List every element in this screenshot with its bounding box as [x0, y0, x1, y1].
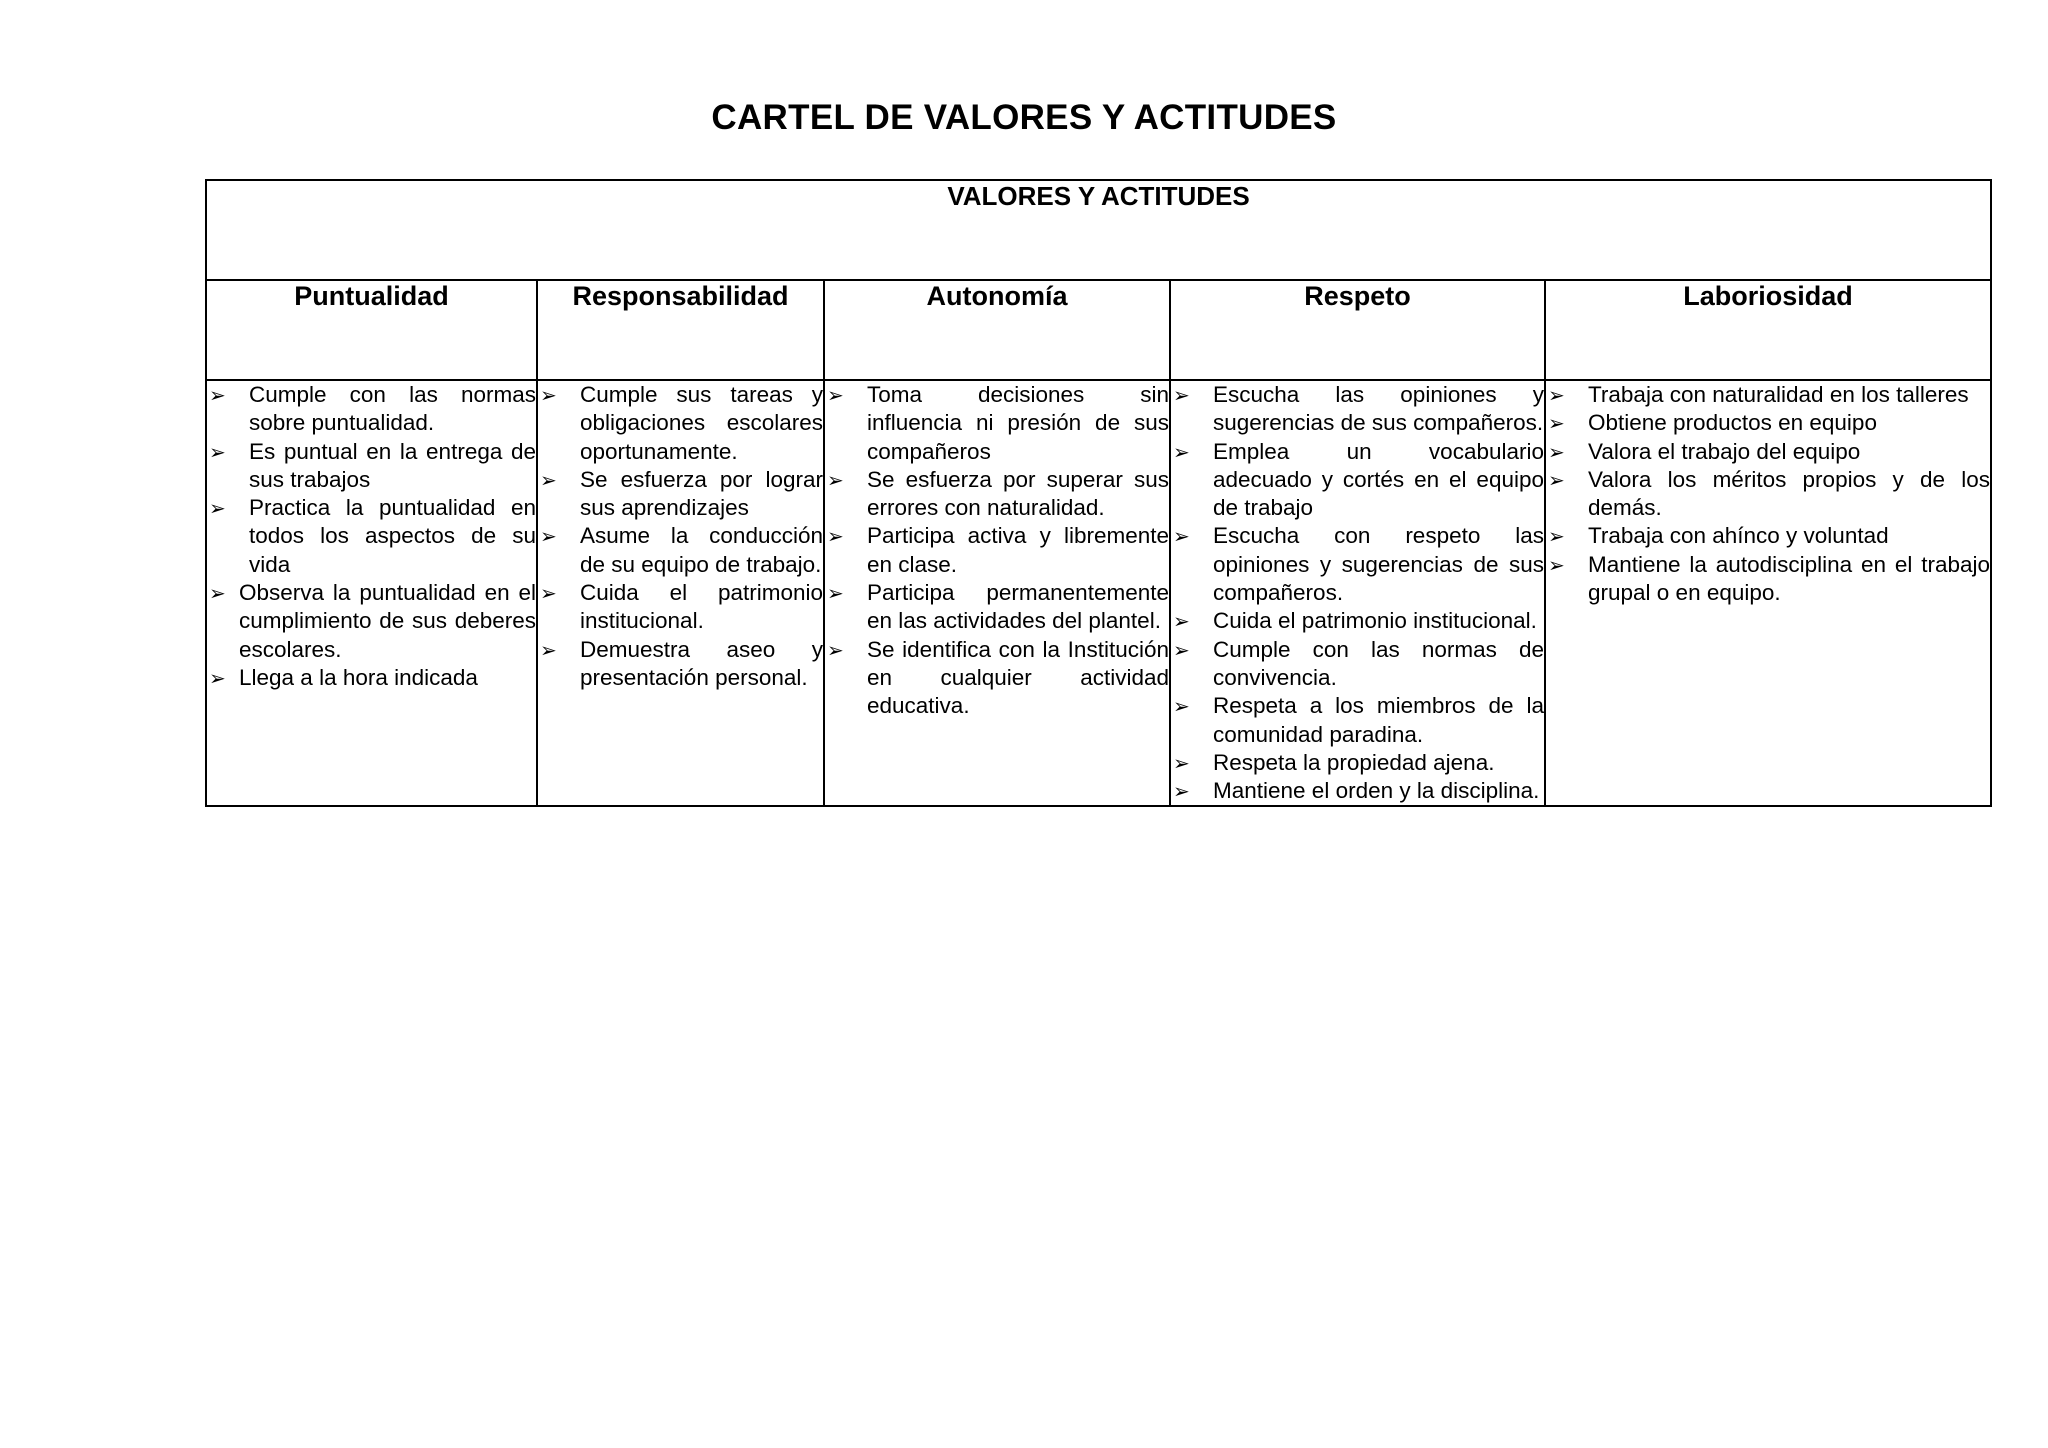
list-item — [1171, 381, 1544, 438]
list-item — [825, 636, 1169, 721]
arrowhead-bullet-icon: ➢ — [827, 524, 844, 549]
list-item — [207, 494, 536, 579]
bullet-list — [538, 381, 823, 692]
list-item-text: Obtiene productos en equipo — [1588, 410, 1877, 436]
column-cell-responsabilidad — [537, 380, 824, 806]
arrowhead-bullet-icon: ➢ — [1173, 694, 1190, 719]
list-item — [207, 579, 536, 664]
list-item-text: Valora el trabajo del equipo — [1588, 438, 1861, 464]
column-cell-respeto — [1170, 380, 1545, 806]
arrowhead-bullet-icon: ➢ — [1548, 383, 1565, 407]
list-item — [825, 522, 1169, 579]
list-item-text: Observa la puntualidad en el cumplimiento de sus deberes escolares. — [239, 580, 536, 662]
document-title: CARTEL DE VALORES Y ACTITUDES — [711, 98, 1337, 137]
list-item — [538, 522, 823, 579]
arrowhead-bullet-icon: ➢ — [1173, 637, 1190, 662]
column-cell-autonomia — [824, 380, 1170, 806]
list-item — [207, 664, 536, 692]
list-item — [1171, 438, 1544, 523]
list-item-text: Cumple con las normas de convivencia. — [1213, 636, 1544, 690]
list-item — [1171, 522, 1544, 607]
arrowhead-bullet-icon: ➢ — [209, 439, 226, 464]
arrowhead-bullet-icon: ➢ — [1173, 609, 1190, 634]
table-main-header: VALORES Y ACTITUDES — [206, 180, 1991, 280]
arrowhead-bullet-icon: ➢ — [1548, 411, 1565, 436]
arrowhead-bullet-icon: ➢ — [540, 383, 557, 407]
list-item-text: Se identifica con la Institución en cualquier actividad educativa. — [867, 636, 1169, 719]
list-item-text: Cuida el patrimonio institucional. — [580, 580, 823, 634]
list-item-text: Escucha las opiniones y sugerencias de sus compañeros. — [1213, 382, 1544, 436]
list-item — [1546, 551, 1990, 608]
list-item — [1171, 749, 1544, 777]
list-item — [825, 381, 1169, 466]
list-item-text: Llega a la hora indicada — [239, 664, 478, 690]
arrowhead-bullet-icon: ➢ — [209, 581, 226, 606]
list-item-text: Participa permanentemente en las actividades del plantel. — [867, 580, 1169, 634]
list-item-text: Respeta la propiedad ajena. — [1213, 749, 1495, 775]
list-item-text: Demuestra aseo y presentación personal. — [580, 636, 823, 690]
list-item — [1171, 777, 1544, 805]
arrowhead-bullet-icon: ➢ — [827, 467, 844, 492]
list-item — [1546, 409, 1990, 437]
list-item-text: Trabaja con naturalidad en los talleres — [1588, 382, 1969, 407]
list-item — [1546, 466, 1990, 523]
arrowhead-bullet-icon: ➢ — [827, 383, 844, 407]
list-item — [538, 466, 823, 523]
list-item — [538, 381, 823, 466]
arrowhead-bullet-icon: ➢ — [1173, 439, 1190, 464]
column-cell-puntualidad — [206, 380, 537, 806]
arrowhead-bullet-icon: ➢ — [1548, 552, 1565, 577]
list-item — [1171, 692, 1544, 749]
arrowhead-bullet-icon: ➢ — [1173, 779, 1190, 804]
column-cell-laboriosidad — [1545, 380, 1991, 806]
arrowhead-bullet-icon: ➢ — [209, 383, 226, 407]
column-header-responsabilidad: Responsabilidad — [537, 280, 824, 380]
list-item-text: Practica la puntualidad en todos los aspectos de su vida — [249, 495, 536, 577]
list-item — [207, 381, 536, 438]
table-header-row — [206, 180, 1991, 280]
arrowhead-bullet-icon: ➢ — [827, 637, 844, 662]
column-header-row — [206, 280, 1991, 380]
list-item — [207, 438, 536, 495]
list-item-text: Asume la conducción de su equipo de trabajo. — [580, 523, 823, 577]
list-item — [825, 466, 1169, 523]
column-header-respeto: Respeto — [1170, 280, 1545, 380]
arrowhead-bullet-icon: ➢ — [1173, 383, 1190, 407]
list-item — [538, 579, 823, 636]
list-item-text: Mantiene la autodisciplina en el trabajo grupal o en equipo. — [1588, 551, 1991, 606]
arrowhead-bullet-icon: ➢ — [540, 637, 557, 662]
bullet-list — [1546, 381, 1990, 607]
list-item — [825, 579, 1169, 636]
bullet-list — [1171, 381, 1544, 805]
arrowhead-bullet-icon: ➢ — [209, 496, 226, 521]
list-item-text: Se esfuerza por superar sus errores con naturalidad. — [867, 466, 1169, 521]
arrowhead-bullet-icon: ➢ — [209, 665, 226, 690]
list-item — [1546, 381, 1990, 409]
arrowhead-bullet-icon: ➢ — [1548, 439, 1565, 464]
list-item-text: Valora los méritos propios y de los demás. — [1588, 466, 1991, 521]
list-item — [1171, 636, 1544, 693]
list-item-text: Emplea un vocabulario adecuado y cortés en el equipo de trabajo — [1213, 438, 1544, 521]
list-item — [1171, 607, 1544, 635]
arrowhead-bullet-icon: ➢ — [540, 581, 557, 606]
arrowhead-bullet-icon: ➢ — [1548, 524, 1565, 549]
list-item-text: Se esfuerza por lograr sus aprendizajes — [580, 466, 823, 521]
column-header-puntualidad: Puntualidad — [206, 280, 537, 380]
list-item-text: Toma decisiones sin influencia ni presión de sus compañeros — [867, 382, 1169, 464]
bullet-list — [207, 381, 536, 692]
column-header-laboriosidad: Laboriosidad — [1545, 280, 1991, 380]
column-header-autonomia: Autonomía — [824, 280, 1170, 380]
list-item-text: Cumple con las normas sobre puntualidad. — [249, 382, 536, 436]
values-table — [205, 179, 1992, 807]
arrowhead-bullet-icon: ➢ — [1548, 467, 1565, 492]
arrowhead-bullet-icon: ➢ — [540, 467, 557, 492]
list-item-text: Cumple sus tareas y obligaciones escolares oportunamente. — [580, 382, 823, 464]
list-item — [538, 636, 823, 693]
list-item-text: Respeta a los miembros de la comunidad paradina. — [1213, 693, 1544, 747]
arrowhead-bullet-icon: ➢ — [827, 581, 844, 606]
list-item-text: Cuida el patrimonio institucional. — [1213, 608, 1537, 634]
list-item-text: Participa activa y libremente en clase. — [867, 523, 1169, 577]
arrowhead-bullet-icon: ➢ — [540, 524, 557, 549]
list-item-text: Trabaja con ahínco y voluntad — [1588, 523, 1889, 549]
arrowhead-bullet-icon: ➢ — [1173, 750, 1190, 775]
list-item-text: Escucha con respeto las opiniones y sugerencias de sus compañeros. — [1213, 523, 1544, 606]
list-item-text: Mantiene el orden y la disciplina. — [1213, 778, 1540, 804]
table-body-row — [206, 380, 1991, 806]
list-item-text: Es puntual en la entrega de sus trabajos — [249, 438, 536, 492]
bullet-list — [825, 381, 1169, 721]
list-item — [1546, 438, 1990, 466]
list-item — [1546, 522, 1990, 550]
arrowhead-bullet-icon: ➢ — [1173, 524, 1190, 549]
